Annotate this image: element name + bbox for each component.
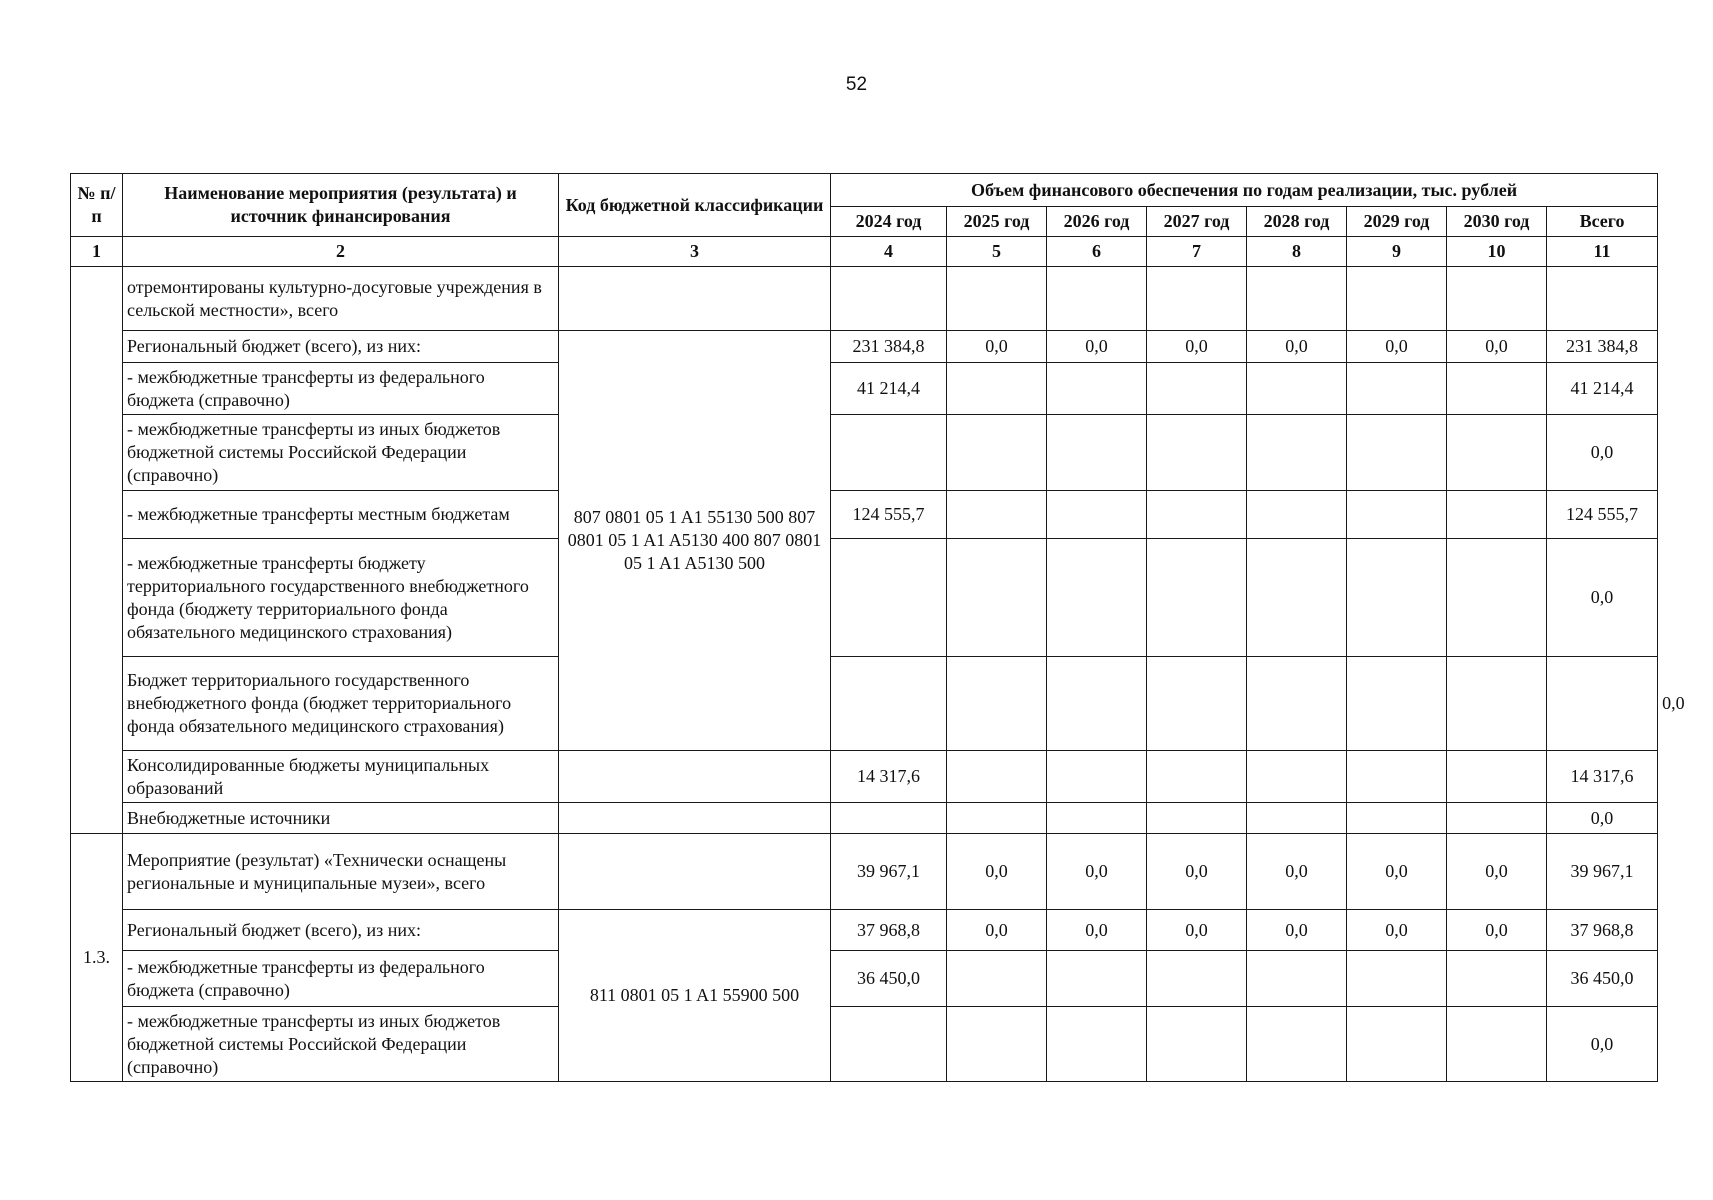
value-cell xyxy=(1147,751,1247,803)
value-cell xyxy=(947,491,1047,539)
value-cell xyxy=(1447,803,1547,834)
column-number: 9 xyxy=(1347,237,1447,267)
value-cell: 36 450,0 xyxy=(1547,951,1658,1007)
value-cell xyxy=(1447,267,1547,331)
header-year: 2028 год xyxy=(1247,207,1347,237)
financing-table xyxy=(70,173,1685,1082)
value-cell: 0,0 xyxy=(1047,331,1147,363)
value-cell xyxy=(1447,491,1547,539)
value-cell xyxy=(1147,803,1247,834)
value-cell: 0,0 xyxy=(947,331,1047,363)
row-name: Внебюджетные источники xyxy=(123,803,559,834)
table-row xyxy=(71,910,1658,951)
table-row xyxy=(71,751,1658,803)
value-cell xyxy=(1247,363,1347,415)
budget-code-empty xyxy=(559,751,831,803)
value-cell: 41 214,4 xyxy=(1547,363,1658,415)
budget-code: 807 0801 05 1 A1 55130 500 807 0801 05 1 A1 A5130 400 807 0801 05 1 A1 A5130 500 xyxy=(559,331,831,751)
value-cell: 39 967,1 xyxy=(1547,834,1658,910)
value-cell: 0,0 xyxy=(1547,415,1658,491)
value-cell: 0,0 xyxy=(1547,1007,1658,1082)
header-total: Всего xyxy=(1547,207,1658,237)
page-number: 52 xyxy=(845,74,868,95)
value-cell: 14 317,6 xyxy=(831,751,947,803)
value-cell xyxy=(1447,415,1547,491)
value-cell: 124 555,7 xyxy=(1547,491,1658,539)
value-cell xyxy=(1047,491,1147,539)
header-no: № п/п xyxy=(71,174,123,237)
value-cell xyxy=(1247,539,1347,657)
column-number: 8 xyxy=(1247,237,1347,267)
value-cell: 36 450,0 xyxy=(831,951,947,1007)
value-cell xyxy=(1247,267,1347,331)
value-cell xyxy=(1447,1007,1547,1082)
row-name: Консолидированные бюджеты муниципальных образований xyxy=(123,751,559,803)
value-cell xyxy=(1547,267,1658,331)
column-number: 2 xyxy=(123,237,559,267)
row-name: Мероприятие (результат) «Технически оснащены региональные и муниципальные музеи», всего xyxy=(123,834,559,910)
value-cell xyxy=(1347,803,1447,834)
value-cell xyxy=(831,803,947,834)
header-year: 2024 год xyxy=(831,207,947,237)
value-cell: 0,0 xyxy=(947,834,1047,910)
row-name: - межбюджетные трансферты из федерального бюджета (справочно) xyxy=(123,363,559,415)
value-cell: 231 384,8 xyxy=(831,331,947,363)
value-cell xyxy=(1147,363,1247,415)
value-cell: 0,0 xyxy=(1147,834,1247,910)
value-cell xyxy=(1047,751,1147,803)
value-cell xyxy=(947,415,1047,491)
value-cell xyxy=(1147,267,1247,331)
row-name: отремонтированы культурно-досуговые учреждения в сельской местности», всего xyxy=(123,267,559,331)
value-cell xyxy=(1347,415,1447,491)
value-cell: 0,0 xyxy=(1147,331,1247,363)
value-cell xyxy=(1047,1007,1147,1082)
header-row xyxy=(71,174,1658,207)
value-cell xyxy=(1447,657,1547,751)
value-cell: 0,0 xyxy=(1347,834,1447,910)
value-cell xyxy=(1347,657,1447,751)
row-name: - межбюджетные трансферты из иных бюджетов бюджетной системы Российской Федерации (справочно) xyxy=(123,415,559,491)
value-cell xyxy=(831,415,947,491)
column-numbers-row xyxy=(71,237,1658,267)
header-year: 2029 год xyxy=(1347,207,1447,237)
value-cell xyxy=(1047,951,1147,1007)
row-name: - межбюджетные трансферты местным бюджетам xyxy=(123,491,559,539)
value-cell xyxy=(1147,951,1247,1007)
table-row xyxy=(71,539,1658,657)
value-cell: 0,0 xyxy=(1547,803,1658,834)
value-cell: 0,0 xyxy=(947,910,1047,951)
table-row xyxy=(71,951,1658,1007)
value-cell xyxy=(831,539,947,657)
row-name: - межбюджетные трансферты из федерального бюджета (справочно) xyxy=(123,951,559,1007)
value-cell xyxy=(947,803,1047,834)
budget-code-empty xyxy=(831,657,947,751)
value-cell xyxy=(1147,539,1247,657)
value-cell xyxy=(1447,751,1547,803)
column-number: 3 xyxy=(559,237,831,267)
value-cell: 0,0 xyxy=(1147,910,1247,951)
value-cell xyxy=(947,1007,1047,1082)
value-cell xyxy=(1247,751,1347,803)
value-cell xyxy=(1247,415,1347,491)
value-cell xyxy=(1347,267,1447,331)
value-cell xyxy=(1347,951,1447,1007)
value-cell xyxy=(1047,539,1147,657)
value-cell: 0,0 xyxy=(1247,910,1347,951)
table-row xyxy=(71,415,1658,491)
table-row xyxy=(71,363,1658,415)
table-row xyxy=(71,1007,1658,1082)
value-cell: 37 968,8 xyxy=(831,910,947,951)
value-cell xyxy=(947,657,1047,751)
value-cell xyxy=(1247,1007,1347,1082)
value-cell xyxy=(1347,539,1447,657)
value-cell: 0,0 xyxy=(1547,539,1658,657)
value-cell: 37 968,8 xyxy=(1547,910,1658,951)
row-name: Региональный бюджет (всего), из них: xyxy=(123,331,559,363)
row-number: 1.3. xyxy=(71,834,123,1082)
value-cell xyxy=(947,267,1047,331)
table-row xyxy=(71,267,1658,331)
value-cell xyxy=(1247,803,1347,834)
row-name: Бюджет территориального государственного внебюджетного фонда (бюджет территориального фонда обязательного медицинского страхования) xyxy=(123,657,559,751)
row-name: Региональный бюджет (всего), из них: xyxy=(123,910,559,951)
table-row xyxy=(71,491,1658,539)
header-year: 2026 год xyxy=(1047,207,1147,237)
value-cell xyxy=(1047,363,1147,415)
value-cell xyxy=(947,951,1047,1007)
value-cell: 0,0 xyxy=(1347,331,1447,363)
value-cell xyxy=(1147,1007,1247,1082)
budget-code-empty xyxy=(559,834,831,910)
value-cell: 0,0 xyxy=(1247,331,1347,363)
value-cell: 0,0 xyxy=(1447,834,1547,910)
value-cell: 0,0 xyxy=(1447,910,1547,951)
budget-code-empty xyxy=(559,267,831,331)
row-name: - межбюджетные трансферты из иных бюджетов бюджетной системы Российской Федерации (справочно) xyxy=(123,1007,559,1082)
value-cell xyxy=(831,1007,947,1082)
value-cell xyxy=(947,539,1047,657)
header-volume: Объем финансового обеспечения по годам реализации, тыс. рублей xyxy=(831,174,1658,207)
header-year: 2030 год xyxy=(1447,207,1547,237)
row-name: - межбюджетные трансферты бюджету территориального государственного внебюджетного фонда (бюджету территориального фонда обязательного медицинского страхования) xyxy=(123,539,559,657)
budget-code-empty xyxy=(559,803,831,834)
value-cell xyxy=(831,267,947,331)
value-cell xyxy=(1247,491,1347,539)
value-cell: 0,0 xyxy=(1447,331,1547,363)
value-cell xyxy=(1047,415,1147,491)
value-cell: 231 384,8 xyxy=(1547,331,1658,363)
header-year: 2025 год xyxy=(947,207,1047,237)
value-cell xyxy=(1347,1007,1447,1082)
column-number: 11 xyxy=(1547,237,1658,267)
value-cell: 14 317,6 xyxy=(1547,751,1658,803)
table-row xyxy=(71,803,1658,834)
value-cell: 39 967,1 xyxy=(831,834,947,910)
value-cell xyxy=(1147,657,1247,751)
value-cell: 0,0 xyxy=(1247,834,1347,910)
value-cell: 0,0 xyxy=(1047,834,1147,910)
value-cell xyxy=(1547,657,1658,751)
header-name: Наименование мероприятия (результата) и источник финансирования xyxy=(123,174,559,237)
value-cell xyxy=(1447,951,1547,1007)
header-code: Код бюджетной классификации xyxy=(559,174,831,237)
column-number: 1 xyxy=(71,237,123,267)
column-number: 7 xyxy=(1147,237,1247,267)
value-cell: 0,0 xyxy=(1047,910,1147,951)
value-cell xyxy=(1347,491,1447,539)
table-row: Бюджет территориального государственного внебюджетного фонда (бюджет территориального фонда обязательного медицинского страхования) 0,0 xyxy=(71,657,1658,751)
value-cell xyxy=(1347,751,1447,803)
value-cell xyxy=(1447,539,1547,657)
value-cell xyxy=(1047,803,1147,834)
value-cell: 0,0 xyxy=(1347,910,1447,951)
value-cell xyxy=(1347,363,1447,415)
value-cell xyxy=(1047,267,1147,331)
value-cell: 124 555,7 xyxy=(831,491,947,539)
value-cell xyxy=(1447,363,1547,415)
value-cell xyxy=(1147,415,1247,491)
table-row xyxy=(71,331,1658,363)
column-number: 4 xyxy=(831,237,947,267)
table-row xyxy=(71,834,1658,910)
value-cell xyxy=(1047,657,1147,751)
row-number-empty xyxy=(71,267,123,834)
column-number: 10 xyxy=(1447,237,1547,267)
value-cell xyxy=(1247,951,1347,1007)
value-cell xyxy=(1247,657,1347,751)
header-year: 2027 год xyxy=(1147,207,1247,237)
value-cell xyxy=(947,751,1047,803)
value-cell xyxy=(947,363,1047,415)
value-cell: 41 214,4 xyxy=(831,363,947,415)
column-number: 5 xyxy=(947,237,1047,267)
value-cell xyxy=(1147,491,1247,539)
column-number: 6 xyxy=(1047,237,1147,267)
budget-code: 811 0801 05 1 A1 55900 500 xyxy=(559,910,831,1082)
